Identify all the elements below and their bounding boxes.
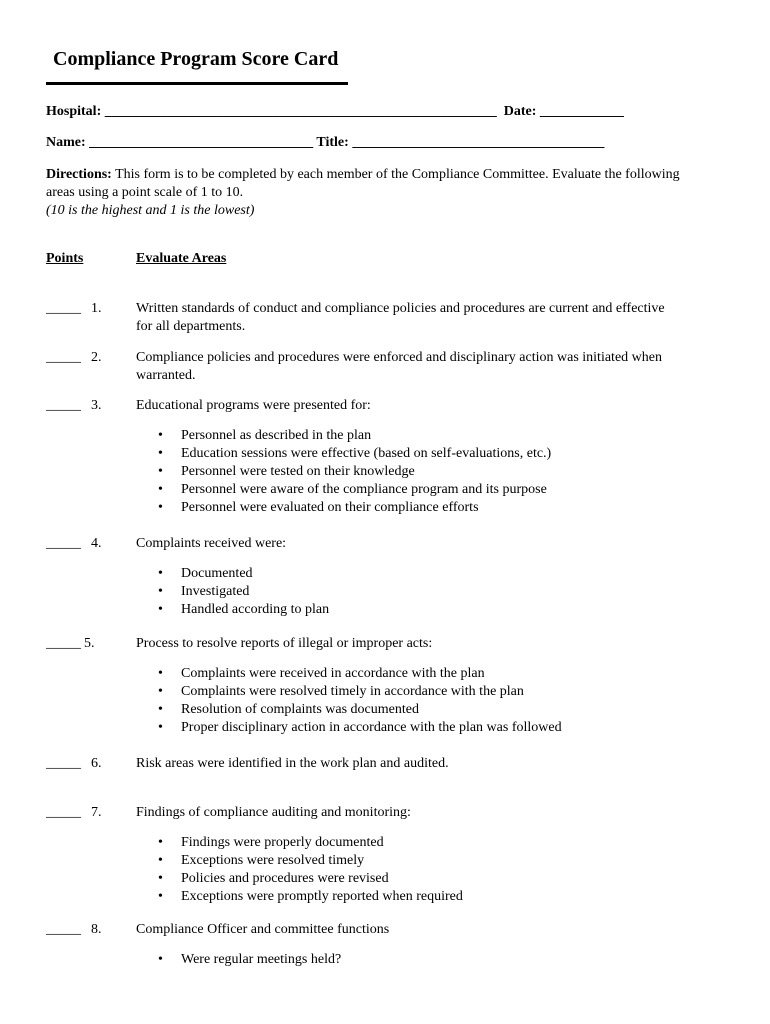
item-text: [136, 804, 676, 906]
bullet-icon: •: [158, 720, 163, 735]
bullet-item: [136, 665, 676, 683]
item-description: Findings of compliance auditing and monitoring:: [136, 805, 411, 820]
directions-label: Directions:: [46, 167, 112, 182]
bullet-item: [136, 701, 676, 719]
scale-note: (10 is the highest and 1 is the lowest): [46, 203, 255, 218]
bullet-item: [136, 683, 676, 701]
bullet-item: [136, 852, 676, 870]
bullet-icon: •: [158, 853, 163, 868]
title-blank[interactable]: ____________________________________: [348, 135, 605, 150]
evaluation-item: [46, 755, 726, 773]
bullet-icon: •: [158, 602, 163, 617]
bullet-text: Policies and procedures were revised: [181, 871, 389, 886]
item-text: [136, 349, 676, 385]
bullet-item: [136, 601, 676, 619]
bullet-list: [136, 565, 676, 619]
bullet-icon: •: [158, 428, 163, 443]
item-number: 7.: [91, 805, 102, 820]
bullet-icon: •: [158, 952, 163, 967]
points-blank[interactable]: _____: [46, 805, 81, 820]
page-title: Compliance Program Score Card: [53, 48, 339, 70]
bullet-text: Complaints were resolved timely in accordance with the plan: [181, 684, 524, 699]
bullet-item: [136, 481, 676, 499]
hospital-blank[interactable]: ________________________________________________________: [101, 104, 504, 119]
date-label: Date:: [503, 104, 537, 119]
item-number: 2.: [91, 350, 102, 365]
bullet-item: [136, 870, 676, 888]
bullet-text: Investigated: [181, 584, 250, 599]
item-text: [136, 921, 676, 969]
name-title-row: [46, 135, 604, 151]
bullet-item: [136, 445, 676, 463]
bullet-item: [136, 834, 676, 852]
item-text: [136, 635, 676, 737]
item-description: Risk areas were identified in the work plan and audited.: [136, 756, 449, 771]
bullet-text: Personnel were aware of the compliance program and its purpose: [181, 482, 547, 497]
bullet-icon: •: [158, 871, 163, 886]
areas-column-header: Evaluate Areas: [136, 251, 227, 266]
item-number: 6.: [91, 756, 102, 771]
title-underline: [46, 82, 348, 85]
bullet-icon: •: [158, 464, 163, 479]
item-number: 3.: [91, 398, 102, 413]
title-label: Title:: [316, 135, 349, 150]
bullet-item: [136, 719, 676, 737]
item-description: Educational programs were presented for:: [136, 398, 371, 413]
points-blank[interactable]: _____: [46, 398, 81, 413]
evaluation-item: [46, 535, 726, 619]
evaluation-item: [46, 349, 726, 385]
bullet-item: [136, 888, 676, 906]
bullet-list: [136, 834, 676, 906]
name-label: Name:: [46, 135, 86, 150]
bullet-icon: •: [158, 666, 163, 681]
bullet-list: [136, 427, 676, 517]
bullet-icon: •: [158, 584, 163, 599]
item-number: 5.: [84, 636, 95, 651]
hospital-label: Hospital:: [46, 104, 102, 119]
bullet-text: Education sessions were effective (based on self-evaluations, etc.): [181, 446, 552, 461]
bullet-icon: •: [158, 500, 163, 515]
bullet-icon: •: [158, 702, 163, 717]
bullet-text: Personnel were evaluated on their compliance efforts: [181, 500, 479, 515]
points-blank[interactable]: _____: [46, 756, 81, 771]
evaluation-item: [46, 921, 726, 969]
bullet-text: Personnel as described in the plan: [181, 428, 372, 443]
item-number: 4.: [91, 536, 102, 551]
item-description: Process to resolve reports of illegal or improper acts:: [136, 636, 433, 651]
points-column-header: Points: [46, 251, 84, 266]
points-blank[interactable]: _____: [46, 301, 81, 316]
points-blank[interactable]: _____: [46, 350, 81, 365]
bullet-icon: •: [158, 446, 163, 461]
item-description: Compliance policies and procedures were enforced and disciplinary action was initiated when warranted.: [136, 350, 662, 383]
bullet-text: Exceptions were resolved timely: [181, 853, 365, 868]
points-blank[interactable]: _____: [46, 536, 81, 551]
item-text: [136, 397, 676, 517]
bullet-item: [136, 583, 676, 601]
bullet-icon: •: [158, 889, 163, 904]
evaluation-item: [46, 397, 726, 517]
directions: [46, 166, 686, 220]
bullet-list: [136, 665, 676, 737]
bullet-text: Resolution of complaints was documented: [181, 702, 419, 717]
evaluation-item: [46, 300, 726, 336]
date-blank[interactable]: ____________: [536, 104, 624, 119]
bullet-item: [136, 427, 676, 445]
bullet-item: [136, 463, 676, 481]
item-description: Compliance Officer and committee functions: [136, 922, 390, 937]
evaluation-item: [46, 635, 726, 737]
bullet-text: Documented: [181, 566, 253, 581]
points-blank[interactable]: _____: [46, 922, 81, 937]
bullet-item: [136, 565, 676, 583]
bullet-list: [136, 951, 676, 969]
points-blank[interactable]: _____: [46, 636, 81, 651]
bullet-text: Exceptions were promptly reported when required: [181, 889, 463, 904]
bullet-item: [136, 499, 676, 517]
hospital-date-row: [46, 104, 624, 120]
bullet-icon: •: [158, 482, 163, 497]
bullet-icon: •: [158, 566, 163, 581]
bullet-text: Complaints were received in accordance with the plan: [181, 666, 485, 681]
name-blank[interactable]: ________________________________: [85, 135, 317, 150]
item-description: Complaints received were:: [136, 536, 287, 551]
bullet-text: Were regular meetings held?: [181, 952, 342, 967]
bullet-text: Handled according to plan: [181, 602, 330, 617]
item-description: Written standards of conduct and compliance policies and procedures are current and effective for all departments.: [136, 301, 665, 334]
bullet-text: Personnel were tested on their knowledge: [181, 464, 415, 479]
evaluation-item: [46, 804, 726, 906]
item-text: [136, 535, 676, 619]
directions-text: This form is to be completed by each member of the Compliance Committee. Evaluate the following areas using a point scale of 1 to 10.: [46, 167, 680, 200]
item-text: [136, 755, 676, 773]
bullet-text: Proper disciplinary action in accordance with the plan was followed: [181, 720, 562, 735]
bullet-text: Findings were properly documented: [181, 835, 384, 850]
bullet-icon: •: [158, 684, 163, 699]
bullet-icon: •: [158, 835, 163, 850]
bullet-item: [136, 951, 676, 969]
item-number: 8.: [91, 922, 102, 937]
item-text: [136, 300, 676, 336]
item-number: 1.: [91, 301, 102, 316]
